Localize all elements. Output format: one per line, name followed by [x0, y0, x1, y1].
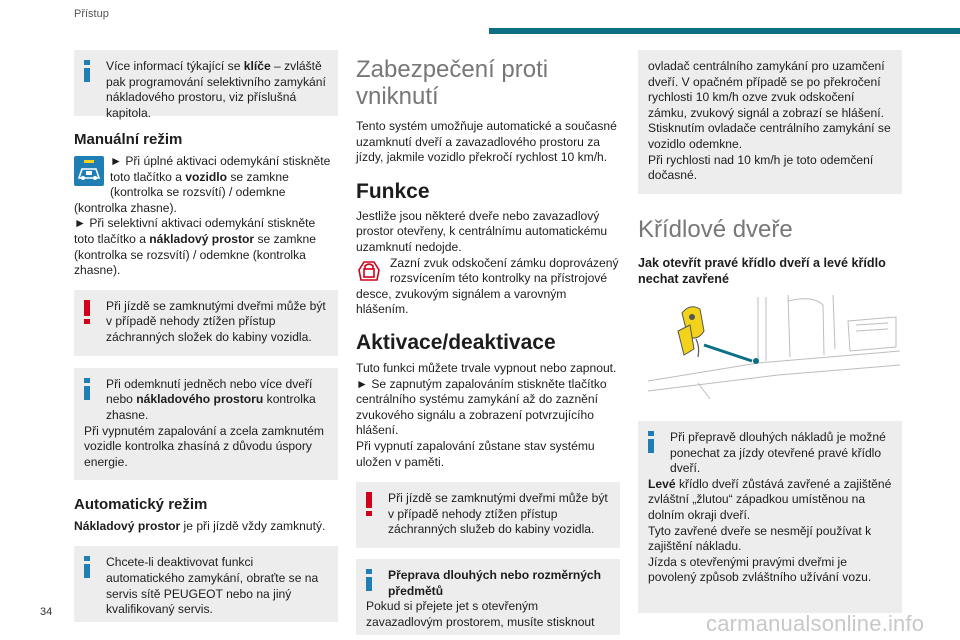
function-note: Zazní zvuk odskočení zámku doprovázený rozsvícením této kontrolky na přístrojové desce, zvukovým signálem a varovným hlášením. — [356, 255, 619, 317]
central-locking-button-icon — [74, 156, 104, 186]
heading-activation: Aktivace/deaktivace — [356, 330, 556, 354]
column-1 — [74, 50, 338, 622]
info-icon — [84, 556, 98, 578]
info-box-deactivate — [74, 546, 338, 622]
column-3 — [638, 50, 902, 613]
info-icon — [84, 378, 98, 400]
continued-text-2: Při rychlosti nad 10 km/h je toto odemčení dočasné. — [648, 152, 874, 183]
continued-text: ovladač centrálního zamykání pro uzamčení dveří. V opačném případě se po překročení rychlosti 10 km/h ozve zvuk odskočení zámku, zvukový signál a zobrazí se hlášení. Stisknutím ovladače centrálního zamykání se vozidlo odemkne. — [648, 59, 891, 151]
info-text-ignition: Při vypnutém zapalování a zcela zamknutém vozidle kontrolka zhasíná z důvodu úspory energie. — [84, 423, 324, 469]
function-text: Jestliže jsou některé dveře nebo zavazadlový prostor otevřeny, k centrálnímu automatickému uzamknutí nedojde. — [356, 208, 608, 254]
manual-mode-text: ► Při úplné aktivaci odemykání stiskněte toto tlačítko a vozidlo se zamkne (kontrolka se rozsvítí) / odemkne (kontrolka zhasne). ► Při selektivní aktivaci odemykání stiskněte toto tlačítko a nákladový prostor se zamkne (kontrolka se rozsvítí) / odemkne (kontrolka zhasne). — [74, 154, 331, 278]
info-box-long-objects — [356, 559, 620, 635]
warning-icon — [366, 492, 380, 516]
info-text-left-door: Levé křídlo dveří zůstává zavřené a zajištěné zvláštní „žlutou“ západkou umístěnou na dolním okraji dveří. — [648, 476, 892, 522]
info-icon — [84, 60, 98, 82]
info-title-long-objects: Přeprava dlouhých nebo rozměrných předmětů — [388, 568, 602, 598]
header-accent-bar — [489, 28, 960, 34]
info-text-unlock: Při odemknutí jedněch nebo více dveří nebo nákladového prostoru kontrolka zhasne. — [106, 376, 316, 422]
warning-icon — [84, 300, 98, 324]
info-icon — [366, 569, 380, 591]
info-text-long-loads: Při přepravě dlouhých nákladů je možné ponechat za jízdy otevřené pravé křídlo dveří. — [670, 430, 886, 476]
yellow-latch — [678, 307, 704, 357]
subheading-open-right-door: Jak otevřít pravé křídlo dveří a levé křídlo nechat zavřené — [638, 256, 886, 286]
heading-auto-mode: Automatický režim — [74, 495, 208, 513]
heading-wing-doors: Křídlové dveře — [638, 216, 793, 243]
info-box-key — [74, 50, 338, 120]
page-number: 34 — [40, 606, 53, 618]
heading-manual-mode: Manuální režim — [74, 131, 183, 148]
warning-box-locked-2 — [356, 482, 620, 548]
heading-function: Funkce — [356, 179, 430, 203]
info-box-continued — [638, 50, 902, 194]
warning-box-locked — [74, 290, 338, 356]
wing-door-latch-illustration — [638, 291, 902, 409]
info-text-key: Více informací týkající se klíče – zvláště pak programování selektivního zamykání nákladového prostoru, viz příslušná kapitola. — [106, 59, 326, 120]
info-text-no-securing: Tyto zavřené dveře se nesmějí používat k zajištění nákladu. — [648, 523, 872, 554]
info-icon — [648, 431, 662, 453]
info-box-unlock — [74, 368, 338, 480]
auto-mode-text: Nákladový prostor je při jízdě vždy zamknutý. — [74, 518, 326, 533]
pointer-arrow — [704, 345, 752, 361]
info-text-deactivate: Chcete-li deaktivovat funkci automatického zamykání, obraťte se na servis sítě PEUGEOT nebo na jiný kvalifikovaný servis. — [106, 555, 319, 617]
info-text-special-use: Jízda s otevřenými pravými dveřmi je povolený způsob zvláštního užívání vozu. — [648, 554, 872, 585]
info-box-long-loads — [638, 421, 902, 613]
warning-text-locked-2: Při jízdě se zamknutými dveřmi může být v případě nehody ztížen přístup záchranných služeb do kabiny vozidla. — [388, 491, 608, 537]
watermark: carmanualsonline.info — [706, 611, 925, 636]
warning-text-locked: Při jízdě se zamknutými dveřmi může být v případě nehody ztížen přístup záchranných složek do kabiny vozidla. — [106, 298, 326, 344]
column-2 — [356, 50, 620, 635]
info-text-long-objects: Pokud si přejete jet s otevřeným zavazadlovým prostorem, musíte stisknout — [366, 599, 595, 629]
lock-warning-light-icon — [356, 256, 382, 284]
activation-text: Tuto funkci můžete trvale vypnout nebo zapnout. ► Se zapnutým zapalováním stiskněte tlačítko centrálního systému zamykání až do zaznění zvukového signálu a zobrazení potvrzujícího hlášení. Při vypnutí zapalování zůstane stav systému uložen v paměti. — [356, 360, 617, 469]
running-header: Přístup — [74, 8, 109, 20]
heading-anti-intrusion: Zabezpečení proti vniknutí — [356, 56, 549, 110]
anti-intrusion-intro: Tento systém umožňuje automatické a současné uzamknutí dveří a zavazadlového prostoru za jízdy, jakmile vozidlo překročí rychlost 10 km/h. — [356, 119, 617, 165]
